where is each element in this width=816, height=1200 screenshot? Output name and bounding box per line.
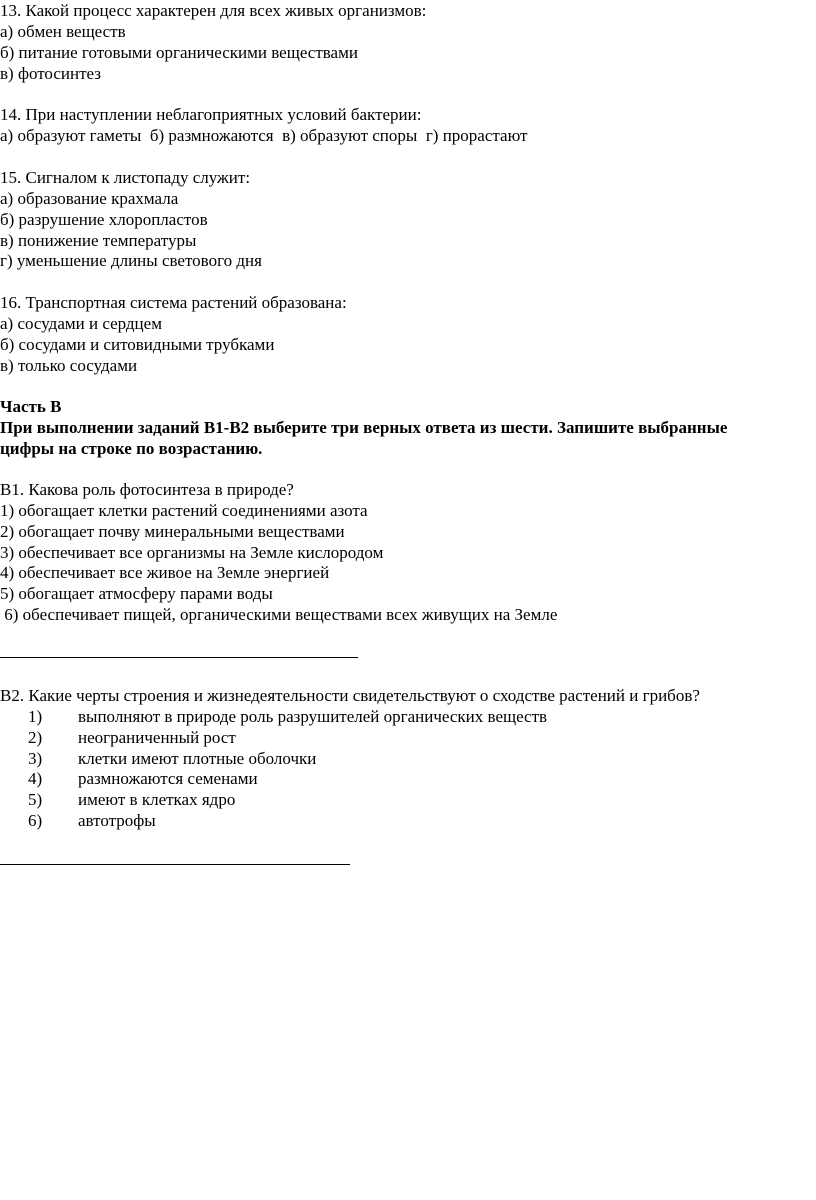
b2-option-1-text: выполняют в природе роль разрушителей органических веществ bbox=[78, 707, 548, 726]
q13-option-b: б) питание готовыми органическими веществами bbox=[0, 43, 358, 62]
q13-question: 13. Какой процесс характерен для всех живых организмов: bbox=[0, 1, 427, 20]
b1-option-4: 4) обеспечивает все живое на Земле энергией bbox=[0, 563, 330, 582]
q16-option-a: а) сосудами и сердцем bbox=[0, 314, 162, 333]
b2-question: В2. Какие черты строения и жизнедеятельности свидетельствуют о сходстве растений и грибов? bbox=[0, 686, 700, 705]
b2-option-2-text: неограниченный рост bbox=[78, 728, 236, 747]
q15-option-a: а) образование крахмала bbox=[0, 189, 179, 208]
b1-option-3: 3) обеспечивает все организмы на Земле кислородом bbox=[0, 543, 384, 562]
q15-question: 15. Сигналом к листопаду служит: bbox=[0, 168, 251, 187]
b2-option-5-number: 5) bbox=[28, 790, 43, 809]
b2-option-6-text: автотрофы bbox=[78, 811, 156, 830]
q14-options: а) образуют гаметы б) размножаются в) образуют споры г) прорастают bbox=[0, 126, 528, 145]
q16-question: 16. Транспортная система растений образована: bbox=[0, 293, 347, 312]
b2-option-3-text: клетки имеют плотные оболочки bbox=[78, 749, 317, 768]
q14-question: 14. При наступлении неблагоприятных условий бактерии: bbox=[0, 105, 422, 124]
b1-question: В1. Какова роль фотосинтеза в природе? bbox=[0, 480, 294, 499]
b1-option-2: 2) обогащает почву минеральными веществами bbox=[0, 522, 345, 541]
q15-option-b: б) разрушение хлоропластов bbox=[0, 210, 208, 229]
q16-option-b: б) сосудами и ситовидными трубками bbox=[0, 335, 275, 354]
b1-option-6: 6) обеспечивает пищей, органическими веществами всех живущих на Земле bbox=[0, 605, 558, 624]
b1-answer-line[interactable] bbox=[0, 657, 358, 658]
b2-option-6-number: 6) bbox=[28, 811, 43, 830]
b2-option-5-text: имеют в клетках ядро bbox=[78, 790, 236, 809]
q13-option-c: в) фотосинтез bbox=[0, 64, 101, 83]
q15-option-c: в) понижение температуры bbox=[0, 231, 197, 250]
part-b-instruction-line2: цифры на строке по возрастанию. bbox=[0, 439, 263, 458]
b2-option-3-number: 3) bbox=[28, 749, 43, 768]
part-b-instruction-line1: При выполнении заданий В1-В2 выберите три верных ответа из шести. Запишите выбранные bbox=[0, 418, 728, 437]
b1-option-5: 5) обогащает атмосферу парами воды bbox=[0, 584, 273, 603]
b2-option-4-number: 4) bbox=[28, 769, 43, 788]
b2-option-4-text: размножаются семенами bbox=[78, 769, 258, 788]
part-b-heading: Часть В bbox=[0, 397, 62, 416]
b2-option-1-number: 1) bbox=[28, 707, 43, 726]
b2-answer-line[interactable] bbox=[0, 864, 350, 865]
b2-option-2-number: 2) bbox=[28, 728, 43, 747]
q13-option-a: а) обмен веществ bbox=[0, 22, 126, 41]
q16-option-c: в) только сосудами bbox=[0, 356, 138, 375]
b1-option-1: 1) обогащает клетки растений соединениями азота bbox=[0, 501, 368, 520]
q15-option-d: г) уменьшение длины светового дня bbox=[0, 251, 262, 270]
